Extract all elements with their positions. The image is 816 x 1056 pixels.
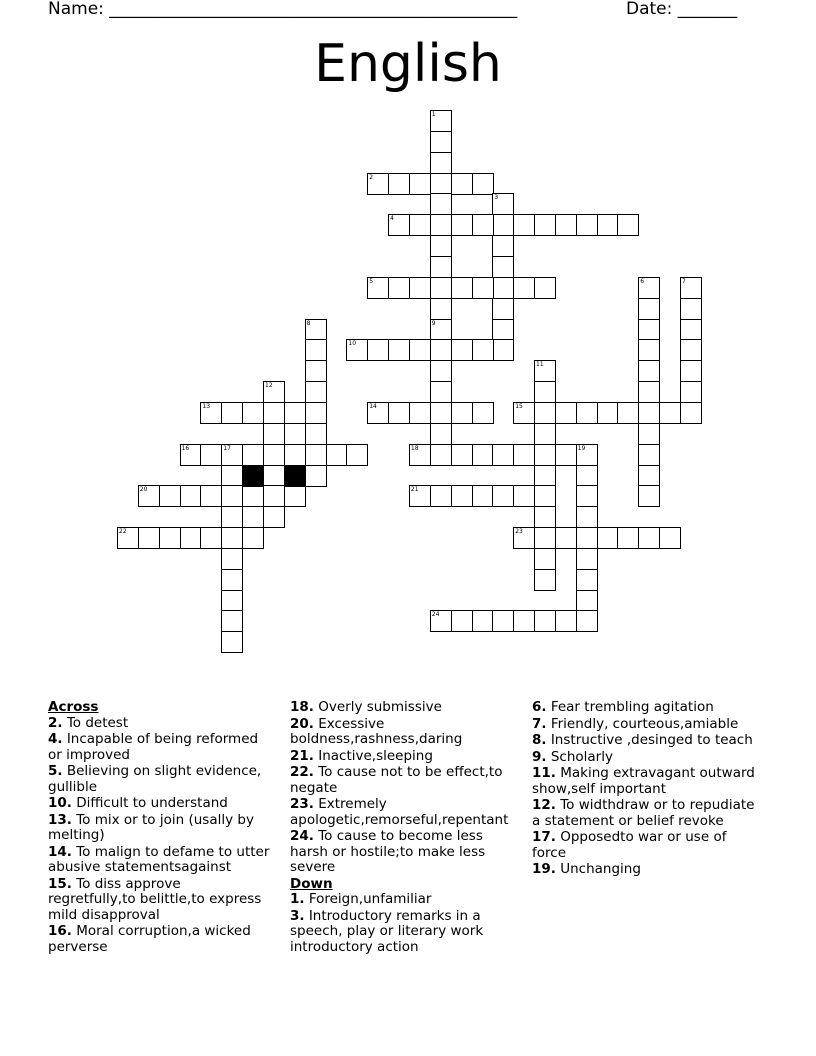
grid-cell[interactable] (451, 444, 473, 466)
grid-cell[interactable] (638, 423, 660, 445)
clue-number-label: 10. (48, 795, 72, 811)
clue-number: 23 (515, 528, 523, 535)
clue-number-label: 3. (290, 907, 305, 924)
grid-cell[interactable] (284, 402, 306, 424)
grid-cell[interactable] (617, 214, 639, 236)
clue-text: Introductory remarks in a speech, play or literary work introductory action (290, 907, 484, 955)
clue-number: 24 (431, 611, 440, 619)
date-field-label: Date: _______ (626, 0, 738, 19)
clue-text: To cause not to be effect,to negate (290, 764, 503, 796)
clue-item (290, 700, 514, 716)
grid-cell[interactable] (472, 485, 494, 507)
clue-number-label: 23. (290, 796, 314, 812)
clue-number: 4 (390, 215, 394, 223)
clue-text: To cause to become less harsh or hostile;to make less severe (290, 828, 486, 875)
grid-cell[interactable] (680, 298, 702, 320)
grid-cell[interactable] (305, 381, 327, 403)
clue-item (290, 749, 514, 765)
grid-cell[interactable] (430, 256, 452, 278)
grid-cell[interactable] (430, 444, 452, 466)
clue-item (290, 797, 514, 828)
grid-cell[interactable] (409, 485, 431, 507)
clue-number: 13 (202, 402, 211, 410)
clue-number: 5 (369, 277, 374, 285)
clue-number: 21 (410, 486, 419, 494)
grid-cell[interactable] (221, 590, 243, 612)
black-cell (242, 465, 264, 487)
grid-cell[interactable] (305, 319, 327, 341)
clue-number-label: 19. (532, 861, 556, 877)
grid-cell[interactable] (472, 173, 494, 195)
grid-cell[interactable] (451, 173, 473, 195)
clue-number: 15 (515, 402, 523, 410)
grid-cell[interactable] (367, 402, 389, 424)
grid-cell[interactable] (263, 402, 285, 424)
grid-cell[interactable] (534, 548, 556, 570)
grid-cell[interactable] (576, 569, 598, 591)
clue-text: Fear trembling agitation (550, 699, 714, 715)
grid-cell[interactable] (138, 485, 160, 507)
clue-item (290, 829, 514, 876)
grid-cell[interactable] (451, 339, 473, 361)
grid-cell[interactable] (430, 235, 452, 257)
grid-cell[interactable] (388, 339, 410, 361)
clue-text: Difficult to understand (76, 795, 228, 811)
grid-cell[interactable] (680, 319, 702, 341)
grid-cell[interactable] (430, 339, 452, 361)
clue-item (48, 813, 270, 844)
grid-cell[interactable] (513, 214, 535, 236)
grid-cell[interactable] (659, 527, 681, 549)
grid-cell[interactable] (430, 610, 452, 632)
grid-cell[interactable] (451, 214, 473, 236)
page-title: English (314, 34, 502, 94)
clue-text: Believing on slight evidence, gullible (48, 763, 262, 795)
grid-cell[interactable] (388, 402, 410, 424)
clue-number-label: 5. (48, 763, 63, 779)
grid-cell[interactable] (492, 193, 514, 215)
grid-cell[interactable] (305, 444, 327, 466)
grid-cell[interactable] (388, 277, 410, 299)
grid-cell[interactable] (472, 610, 494, 632)
clue-text: To widthdraw or to repudiate a statement or belief revoke (532, 797, 755, 829)
grid-cell[interactable] (346, 444, 368, 466)
grid-cell[interactable] (472, 402, 494, 424)
clue-number: 7 (682, 277, 686, 285)
clue-number-label: 4. (48, 731, 63, 747)
grid-cell[interactable] (513, 444, 535, 466)
grid-cell[interactable] (430, 485, 452, 507)
grid-cell[interactable] (451, 610, 473, 632)
clue-number-label: 12. (532, 797, 556, 813)
grid-cell[interactable] (430, 193, 452, 215)
clue-number: 9 (431, 319, 436, 327)
clue-number-label: 18. (290, 699, 314, 715)
grid-cell[interactable] (617, 402, 639, 424)
grid-cell[interactable] (200, 527, 222, 549)
grid-cell[interactable] (597, 402, 619, 424)
clue-item (532, 700, 764, 716)
grid-cell[interactable] (221, 610, 243, 632)
grid-cell[interactable] (597, 527, 619, 549)
grid-cell[interactable] (576, 590, 598, 612)
grid-cell[interactable] (638, 319, 660, 341)
grid-cell[interactable] (430, 214, 452, 236)
grid-cell[interactable] (576, 465, 598, 487)
clue-number: 20 (139, 486, 148, 494)
grid-cell[interactable] (221, 444, 243, 466)
down-heading: Down (290, 875, 333, 892)
grid-cell[interactable] (409, 402, 431, 424)
clue-text: Foreign,unfamiliar (308, 891, 432, 907)
clue-number: 17 (223, 444, 231, 452)
grid-cell[interactable] (263, 506, 285, 528)
grid-cell[interactable] (492, 444, 514, 466)
grid-cell[interactable] (159, 485, 181, 507)
grid-cell[interactable] (305, 423, 327, 445)
clue-number-label: 7. (532, 715, 547, 732)
clue-number-label: 16. (48, 923, 72, 939)
clue-item (48, 764, 270, 795)
clue-item (48, 845, 270, 876)
grid-cell[interactable] (180, 444, 202, 466)
clue-text: Excessive boldness,rashness,daring (290, 715, 463, 747)
grid-cell[interactable] (221, 569, 243, 591)
grid-cell[interactable] (200, 402, 222, 424)
grid-cell[interactable] (263, 423, 285, 445)
grid-cell[interactable] (451, 402, 473, 424)
grid-cell[interactable] (492, 277, 514, 299)
clue-number-label: 15. (48, 875, 72, 892)
clue-text: To malign to defame to utter abusive statementsagainst (48, 843, 270, 875)
grid-cell[interactable] (576, 444, 598, 466)
clues-column-2 (290, 700, 514, 956)
grid-cell[interactable] (638, 527, 660, 549)
clue-number-label: 24. (290, 828, 314, 844)
grid-cell[interactable] (451, 485, 473, 507)
grid-cell[interactable] (492, 298, 514, 320)
grid-cell[interactable] (513, 485, 535, 507)
grid-cell[interactable] (346, 339, 368, 361)
grid-cell[interactable] (409, 173, 431, 195)
clue-number-label: 14. (48, 843, 72, 860)
clue-number: 10 (348, 340, 357, 348)
grid-cell[interactable] (555, 610, 577, 632)
grid-cell[interactable] (221, 465, 243, 487)
grid-cell[interactable] (138, 527, 160, 549)
grid-cell[interactable] (430, 319, 452, 341)
grid-cell[interactable] (513, 527, 535, 549)
grid-cell[interactable] (388, 173, 410, 195)
grid-cell[interactable] (534, 569, 556, 591)
grid-cell[interactable] (638, 485, 660, 507)
grid-cell[interactable] (534, 214, 556, 236)
grid-cell[interactable] (430, 360, 452, 382)
grid-cell[interactable] (221, 485, 243, 507)
grid-cell[interactable] (430, 423, 452, 445)
grid-cell[interactable] (242, 485, 264, 507)
grid-cell[interactable] (555, 527, 577, 549)
grid-cell[interactable] (221, 402, 243, 424)
grid-cell[interactable] (409, 444, 431, 466)
grid-cell[interactable] (513, 610, 535, 632)
grid-cell[interactable] (284, 444, 306, 466)
clue-number: 11 (536, 361, 544, 369)
grid-cell[interactable] (430, 298, 452, 320)
clue-item (48, 877, 270, 924)
clue-text: To detest (66, 714, 129, 731)
grid-cell[interactable] (638, 465, 660, 487)
grid-cell[interactable] (638, 339, 660, 361)
grid-cell[interactable] (534, 485, 556, 507)
grid-cell[interactable] (638, 444, 660, 466)
grid-cell[interactable] (617, 527, 639, 549)
clue-text: Extremely apologetic,remorseful,repentant (290, 796, 509, 828)
clue-item (532, 733, 764, 749)
grid-cell[interactable] (242, 444, 264, 466)
grid-cell[interactable] (492, 235, 514, 257)
grid-cell[interactable] (680, 277, 702, 299)
clue-item (290, 892, 514, 908)
clue-number-label: 8. (532, 732, 547, 748)
clue-number: 16 (181, 444, 190, 452)
clue-item (532, 750, 764, 766)
clue-number-label: 17. (532, 829, 556, 845)
clue-item (532, 717, 764, 733)
grid-cell[interactable] (472, 214, 494, 236)
clue-number-label: 11. (532, 765, 556, 781)
grid-cell[interactable] (221, 506, 243, 528)
grid-cell[interactable] (430, 131, 452, 153)
grid-cell[interactable] (534, 360, 556, 382)
clue-text: Opposedto war or use of force (532, 829, 727, 861)
grid-cell[interactable] (472, 277, 494, 299)
black-cell (284, 465, 306, 487)
clue-item (290, 909, 514, 956)
clue-text: Scholarly (550, 748, 613, 765)
grid-cell[interactable] (367, 277, 389, 299)
grid-cell[interactable] (513, 277, 535, 299)
grid-cell[interactable] (472, 339, 494, 361)
grid-cell[interactable] (305, 465, 327, 487)
grid-cell[interactable] (221, 631, 243, 653)
clue-number: 2 (369, 173, 374, 181)
grid-cell[interactable] (159, 527, 181, 549)
grid-cell[interactable] (638, 360, 660, 382)
grid-cell[interactable] (680, 339, 702, 361)
clue-number-label: 13. (48, 811, 72, 828)
grid-cell[interactable] (492, 256, 514, 278)
grid-cell[interactable] (555, 444, 577, 466)
clue-number: 22 (119, 528, 127, 535)
grid-cell[interactable] (305, 402, 327, 424)
grid-cell[interactable] (117, 527, 139, 549)
grid-cell[interactable] (263, 381, 285, 403)
clue-number-label: 1. (290, 891, 305, 907)
clue-text: Instructive ,desinged to teach (550, 732, 753, 748)
grid-cell[interactable] (263, 465, 285, 487)
grid-cell[interactable] (221, 527, 243, 549)
grid-cell[interactable] (576, 485, 598, 507)
grid-cell[interactable] (263, 444, 285, 466)
grid-cell[interactable] (180, 485, 202, 507)
grid-cell[interactable] (555, 402, 577, 424)
grid-cell[interactable] (430, 173, 452, 195)
grid-cell[interactable] (492, 610, 514, 632)
grid-cell[interactable] (451, 277, 473, 299)
grid-cell[interactable] (430, 402, 452, 424)
grid-cell[interactable] (263, 485, 285, 507)
grid-cell[interactable] (555, 214, 577, 236)
name-field-label: Name: ________________________________________________ (48, 0, 518, 19)
clue-item (48, 796, 270, 812)
grid-cell[interactable] (180, 527, 202, 549)
grid-cell[interactable] (430, 110, 452, 132)
grid-cell[interactable] (576, 214, 598, 236)
grid-cell[interactable] (492, 214, 514, 236)
clue-text: Making extravagant outward show,self important (532, 765, 755, 797)
clue-number: 14 (369, 402, 377, 410)
grid-cell[interactable] (492, 319, 514, 341)
grid-cell[interactable] (638, 402, 660, 424)
grid-cell[interactable] (221, 548, 243, 570)
grid-cell[interactable] (430, 152, 452, 174)
grid-cell[interactable] (534, 423, 556, 445)
grid-cell[interactable] (200, 485, 222, 507)
clues-column-3 (532, 700, 764, 879)
grid-cell[interactable] (576, 527, 598, 549)
grid-cell[interactable] (534, 444, 556, 466)
grid-cell[interactable] (430, 381, 452, 403)
grid-cell[interactable] (200, 444, 222, 466)
clue-item (532, 830, 764, 861)
clue-text: Overly submissive (318, 699, 442, 715)
clue-number: 1 (431, 111, 436, 118)
grid-cell[interactable] (597, 214, 619, 236)
clue-number: 19 (577, 444, 586, 452)
clue-item (532, 862, 764, 878)
clue-number-label: 20. (290, 715, 314, 732)
clues-column-1 (48, 700, 270, 956)
grid-cell[interactable] (638, 381, 660, 403)
grid-cell[interactable] (680, 402, 702, 424)
grid-cell[interactable] (367, 173, 389, 195)
grid-cell[interactable] (492, 485, 514, 507)
clue-item (48, 732, 270, 763)
grid-cell[interactable] (326, 444, 348, 466)
clue-number: 3 (494, 194, 499, 202)
clue-number: 12 (265, 382, 273, 390)
clue-text: Unchanging (560, 861, 641, 877)
grid-cell[interactable] (534, 381, 556, 403)
clue-item (48, 716, 270, 732)
clue-number: 18 (410, 444, 419, 452)
grid-cell[interactable] (242, 527, 264, 549)
grid-cell[interactable] (638, 298, 660, 320)
grid-cell[interactable] (576, 548, 598, 570)
grid-cell[interactable] (576, 506, 598, 528)
clue-text: Incapable of being reformed or improved (48, 731, 259, 763)
clue-text: Inactive,sleeping (318, 747, 433, 764)
grid-cell[interactable] (409, 277, 431, 299)
grid-cell[interactable] (534, 465, 556, 487)
clue-text: To mix or to join (usally by melting) (48, 811, 254, 843)
grid-cell[interactable] (409, 339, 431, 361)
grid-cell[interactable] (409, 214, 431, 236)
clue-item (48, 924, 270, 955)
clue-number-label: 6. (532, 699, 547, 715)
clue-item (290, 717, 514, 748)
clue-text: To diss approve regretfully,to belittle,to express mild disapproval (48, 875, 262, 923)
clue-number: 6 (640, 277, 645, 285)
clue-item (532, 766, 764, 797)
grid-cell[interactable] (534, 527, 556, 549)
grid-cell[interactable] (659, 402, 681, 424)
grid-cell[interactable] (305, 339, 327, 361)
clue-text: Friendly, courteous,amiable (550, 715, 739, 732)
grid-cell[interactable] (492, 339, 514, 361)
grid-cell[interactable] (534, 610, 556, 632)
grid-cell[interactable] (534, 277, 556, 299)
grid-cell[interactable] (638, 277, 660, 299)
grid-cell[interactable] (576, 402, 598, 424)
grid-cell[interactable] (388, 214, 410, 236)
clue-number-label: 2. (48, 714, 63, 731)
grid-cell[interactable] (534, 506, 556, 528)
grid-cell[interactable] (513, 402, 535, 424)
clue-number: 8 (306, 319, 311, 327)
clue-number-label: 22. (290, 764, 314, 780)
grid-cell[interactable] (305, 360, 327, 382)
grid-cell[interactable] (680, 360, 702, 382)
clue-number-label: 21. (290, 747, 314, 764)
grid-cell[interactable] (534, 402, 556, 424)
across-heading: Across (48, 699, 99, 715)
grid-cell[interactable] (680, 381, 702, 403)
grid-cell[interactable] (576, 610, 598, 632)
grid-cell[interactable] (284, 485, 306, 507)
grid-cell[interactable] (472, 444, 494, 466)
clue-item (532, 798, 764, 829)
grid-cell[interactable] (242, 402, 264, 424)
clue-item (290, 765, 514, 796)
clue-text: Moral corruption,a wicked perverse (48, 923, 251, 955)
grid-cell[interactable] (367, 339, 389, 361)
clue-number-label: 9. (532, 748, 547, 765)
grid-cell[interactable] (430, 277, 452, 299)
